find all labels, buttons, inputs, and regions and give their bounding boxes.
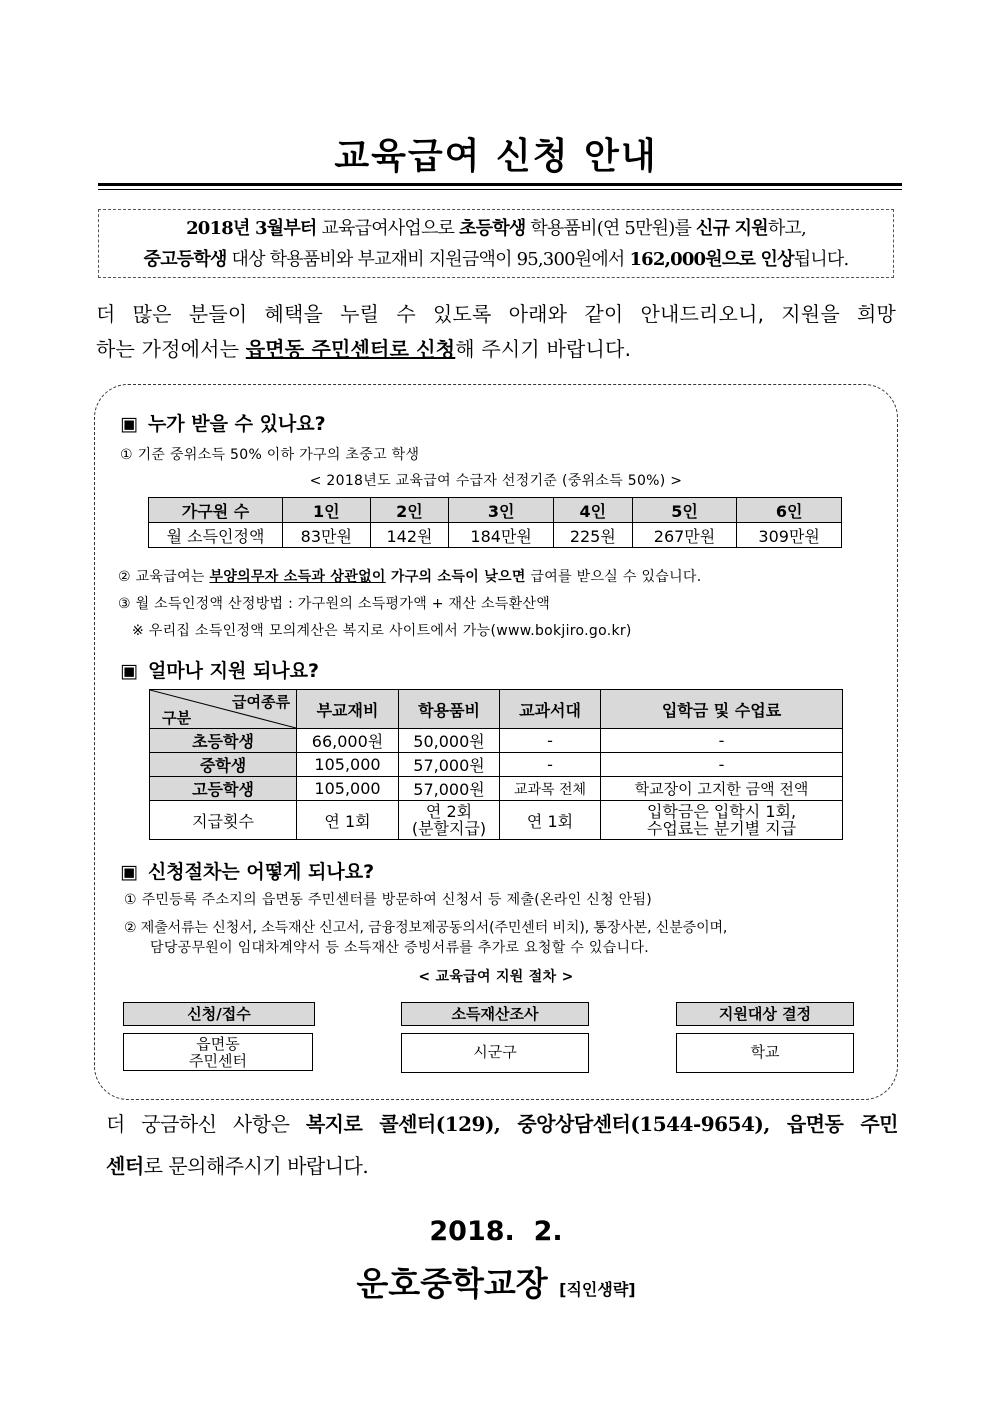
- criteria-header-cell: 3인: [449, 498, 554, 523]
- intro-paragraph: [96, 297, 896, 367]
- support-corner-cell: [150, 690, 297, 729]
- notice-date: 2018년 3월부터: [186, 218, 317, 239]
- support-row-label: 고등학생: [150, 777, 297, 801]
- intro-line-1: 더 많은 분들이 혜택을 누릴 수 있도록 아래와 같이 안내드리오니, 지원을 희망: [96, 302, 896, 326]
- frequency-label: 지급횟수: [150, 801, 297, 840]
- section-heading-text: 신청절차는 어떻게 되나요?: [147, 861, 375, 883]
- title-rule-thick: [98, 183, 902, 186]
- support-cell: -: [601, 729, 843, 753]
- criteria-table: [148, 497, 842, 548]
- corner-label-top: 급여종류: [232, 693, 290, 711]
- contact-text: 더 궁금하신 사항은: [106, 1112, 306, 1136]
- contact-line-1: [106, 1103, 898, 1145]
- title-rule-thin: [98, 189, 902, 190]
- process-step-line: 주민센터: [189, 1052, 247, 1070]
- notice-line-1: [99, 213, 893, 244]
- intro-line-2: [96, 332, 896, 367]
- criteria-value-cell: 184만원: [449, 523, 554, 548]
- support-header-cell: 학용품비: [399, 690, 500, 729]
- contact-text: 로 문의해주시기 바랍니다.: [143, 1154, 369, 1178]
- support-row: [150, 729, 843, 753]
- who-item-2-text: ② 교육급여는: [118, 569, 210, 585]
- support-cell: -: [500, 753, 601, 777]
- process-step-2-head: 소득재산조사: [401, 1002, 589, 1026]
- support-cell: 105,000: [297, 777, 399, 801]
- frequency-cell: 연 1회: [297, 801, 399, 840]
- issue-date: 2018. 2.: [429, 1216, 563, 1247]
- procedure-item-2-line-1: ② 제출서류는 신청서, 소득재산 신고서, 금융정보제공동의서(주민센터 비치), 통장사본, 신분증이며,: [124, 920, 728, 936]
- section-heading-text: 얼마나 지원 되나요?: [147, 660, 320, 682]
- support-cell: 50,000원: [399, 729, 500, 753]
- section-how-much-heading: [120, 656, 319, 683]
- corner-label-bottom: 구분: [162, 709, 191, 727]
- section-who-heading: [120, 409, 326, 436]
- who-item-2-emphasis: 부양의무자 소득과 상관없이: [209, 569, 386, 585]
- notice-line-2: [99, 244, 893, 275]
- who-item-2-text: 급여를 받으실 수 있습니다.: [525, 569, 702, 585]
- criteria-value-cell: 83만원: [283, 523, 371, 548]
- contact-centers: 센터: [106, 1154, 144, 1178]
- process-caption: < 교육급여 지원 절차 >: [418, 969, 574, 985]
- notice-secondary: 중고등학생: [143, 249, 227, 270]
- criteria-value-cell: 142원: [370, 523, 449, 548]
- support-cell: 교과목 전체: [500, 777, 601, 801]
- process-step-1-head: 신청/접수: [123, 1002, 315, 1026]
- signature-line: [0, 1258, 992, 1305]
- frequency-cell: [399, 801, 500, 840]
- criteria-value-row: [149, 523, 842, 548]
- notice-box: [98, 209, 894, 278]
- support-cell: 66,000원: [297, 729, 399, 753]
- intro-apply-location: 읍면동 주민센터로 신청: [245, 337, 456, 361]
- notice-text: 대상 학용품비와 부교재비 지원금액이 95,300원에서: [226, 249, 630, 270]
- criteria-header-row: [149, 498, 842, 523]
- notice-text: 됩니다.: [793, 249, 849, 270]
- notice-text: 학용품비(연 5만원)를: [525, 218, 696, 239]
- support-row: [150, 777, 843, 801]
- frequency-cell: 연 1회: [500, 801, 601, 840]
- intro-text: 하는 가정에서는: [96, 337, 246, 361]
- support-cell: 학교장이 고지한 금액 전액: [601, 777, 843, 801]
- support-row-label: 초등학생: [150, 729, 297, 753]
- who-item-3: ③ 월 소득인정액 산정방법 : 가구원의 소득평가액 + 재산 소득환산액: [118, 596, 551, 612]
- process-step-2-body: 시군구: [401, 1033, 589, 1073]
- support-header-cell: 부교재비: [297, 690, 399, 729]
- criteria-row-label: 월 소득인정액: [149, 523, 283, 548]
- frequency-line: 연 2회: [425, 802, 473, 821]
- criteria-table-caption: < 2018년도 교육급여 수급자 선정기준 (중위소득 50%) >: [309, 473, 683, 489]
- criteria-value-cell: 267만원: [632, 523, 737, 548]
- process-step-3-head: 지원대상 결정: [676, 1002, 854, 1026]
- criteria-header-cell: 5인: [632, 498, 737, 523]
- who-item-2: [118, 566, 702, 586]
- section-heading-text: 누가 받을 수 있나요?: [147, 413, 326, 435]
- support-frequency-row: [150, 801, 843, 840]
- who-note: ※ 우리집 소득인정액 모의계산은 복지로 사이트에서 가능(www.bokjiro.go.kr): [132, 623, 632, 639]
- procedure-item-1: ① 주민등록 주소지의 읍면동 주민센터를 방문하여 신청서 등 제출(온라인 신청 안됨): [124, 892, 653, 908]
- who-item-1: ① 기준 중위소득 50% 이하 가구의 초중고 학생: [120, 447, 420, 463]
- support-header-cell: 입학금 및 수업료: [601, 690, 843, 729]
- process-step-3-body: 학교: [676, 1033, 854, 1073]
- criteria-header-cell: 4인: [553, 498, 632, 523]
- contact-centers: 복지로 콜센터(129), 중앙상담센터(1544-9654), 읍면동 주민: [305, 1112, 898, 1136]
- support-cell: 57,000원: [399, 753, 500, 777]
- support-table: [149, 689, 843, 840]
- notice-text: 하고,: [767, 218, 806, 239]
- contact-paragraph: [106, 1103, 898, 1187]
- criteria-header-cell: 1인: [283, 498, 371, 523]
- intro-text: 해 주시기 바랍니다.: [455, 337, 632, 361]
- section-marker-icon: ▣: [120, 861, 138, 883]
- procedure-item-2-line-2: 담당공무원이 임대차계약서 등 소득재산 증빙서류를 추가로 요청할 수 있습니다.: [150, 940, 649, 956]
- section-marker-icon: ▣: [120, 413, 138, 435]
- support-header-row: [150, 690, 843, 729]
- contact-line-2: [106, 1145, 898, 1187]
- section-procedure-heading: [120, 857, 374, 884]
- notice-increase: 162,000원으로 인상: [629, 249, 794, 270]
- criteria-value-cell: 225원: [553, 523, 632, 548]
- section-marker-icon: ▣: [120, 660, 138, 682]
- page-title: 교육급여 신청 안내: [334, 136, 658, 177]
- support-cell: 105,000: [297, 753, 399, 777]
- frequency-cell: [601, 801, 843, 840]
- process-step-1-body: [123, 1033, 313, 1071]
- criteria-header-cell: 가구원 수: [149, 498, 283, 523]
- support-header-cell: 교과서대: [500, 690, 601, 729]
- process-step-line: 읍면동: [196, 1035, 240, 1053]
- frequency-line: (분할지급): [411, 819, 487, 838]
- support-cell: -: [500, 729, 601, 753]
- school-principal: 운호중학교장: [356, 1264, 548, 1303]
- support-row: [150, 753, 843, 777]
- frequency-line: 수업료는 분기별 지급: [646, 819, 797, 838]
- criteria-value-cell: 309만원: [737, 523, 842, 548]
- notice-elementary: 초등학생: [459, 218, 526, 239]
- criteria-header-cell: 6인: [737, 498, 842, 523]
- notice-text: 교육급여사업으로: [316, 218, 460, 239]
- frequency-line: 입학금은 입학시 1회,: [646, 802, 797, 821]
- support-row-label: 중학생: [150, 753, 297, 777]
- support-cell: 57,000원: [399, 777, 500, 801]
- criteria-header-cell: 2인: [370, 498, 449, 523]
- who-item-2-bold: 가구의 소득이 낮으면: [385, 569, 526, 585]
- seal-omitted-note: [직인생략]: [559, 1280, 636, 1299]
- support-cell: -: [601, 753, 843, 777]
- notice-new-support: 신규 지원: [696, 218, 768, 239]
